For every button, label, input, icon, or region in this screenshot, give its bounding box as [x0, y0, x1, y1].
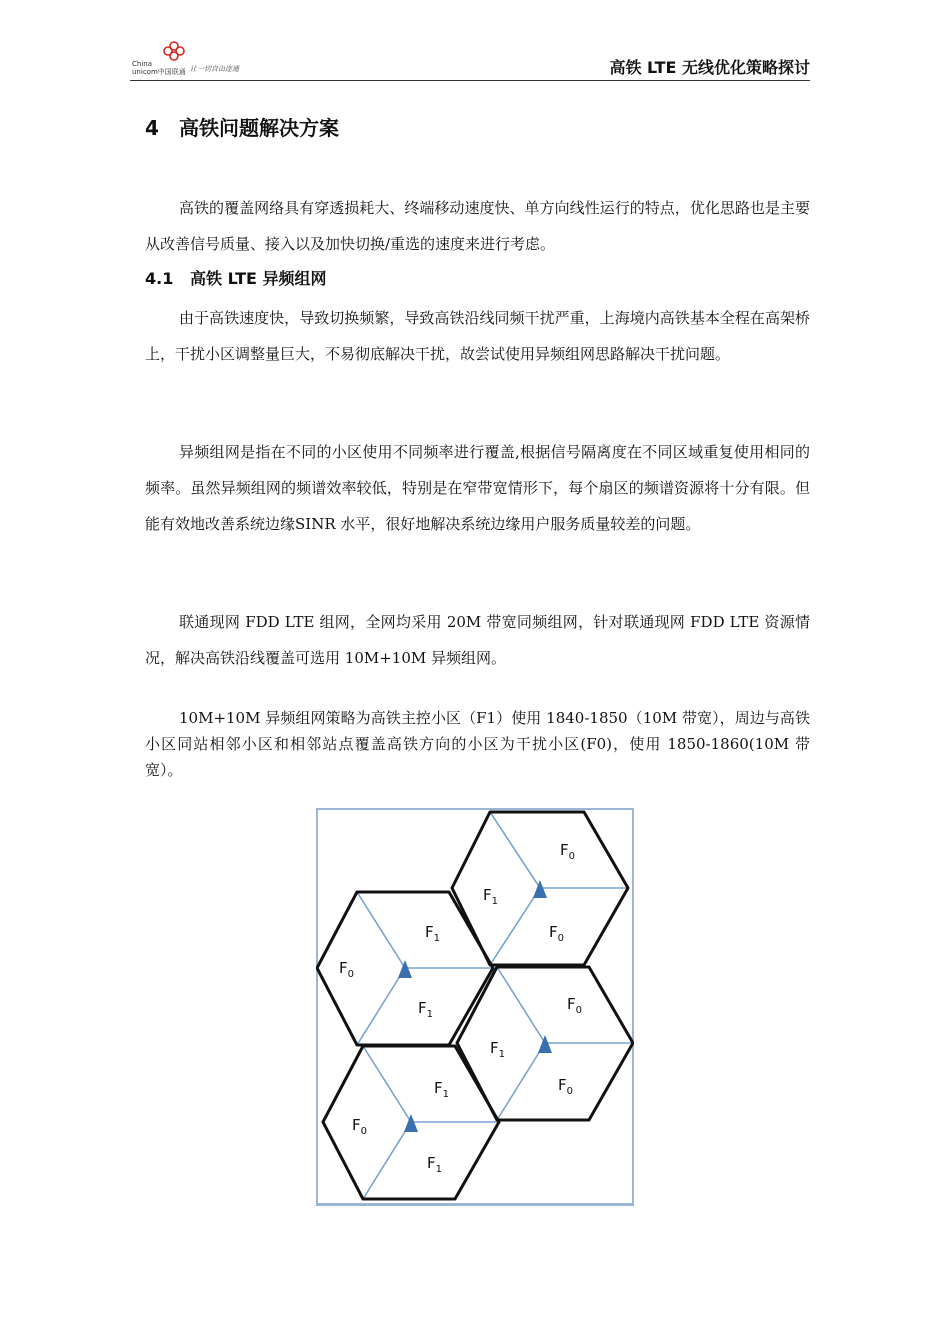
sector-line — [497, 967, 545, 1043]
sector-line — [363, 1046, 411, 1122]
sector-line — [357, 968, 405, 1045]
label-f0: $F_0$ — [549, 923, 565, 944]
base-station-icon — [404, 1114, 418, 1132]
label-f0: $F_0$ — [560, 841, 576, 862]
section-title: 高铁问题解决方案 — [179, 116, 339, 140]
section-heading — [145, 112, 339, 141]
label-f0: $F_0$ — [558, 1076, 574, 1097]
label-f1: $F_1$ — [427, 1154, 443, 1175]
subsection-number: 4.1 — [145, 269, 174, 288]
base-station-icon — [533, 880, 547, 898]
page-header — [130, 40, 810, 80]
label-f1: $F_1$ — [490, 1039, 506, 1060]
paragraph-2: 异频组网是指在不同的小区使用不同频率进行覆盖,根据信号隔离度在不同区域重复使用相同的频率。虽然异频组网的频谱效率较低，特别是在窄带宽情形下，每个扇区的频谱资源将十分有限。但能有效地改善系统边缘SINR 水平，很好地解决系统边缘用户服务质量较差的问题。 — [145, 443, 810, 533]
label-f1: $F_1$ — [418, 999, 434, 1020]
hex-cell-diagram — [316, 808, 634, 1206]
subsection-heading — [145, 266, 327, 289]
intro-paragraph: 高铁的覆盖网络具有穿透损耗大、终端移动速度快、单方向线性运行的特点，优化思路也是主要从改善信号质量、接入以及加快切换/重选的速度来进行考虑。 — [145, 199, 810, 253]
label-f1: $F_1$ — [434, 1079, 450, 1100]
subsection-title: 高铁 LTE 异频组网 — [190, 269, 327, 288]
base-station-icon — [398, 960, 412, 978]
sector-line — [357, 892, 405, 968]
logo-slogan: 让一切自由连通 — [190, 65, 239, 73]
paragraph-4: 10M+10M 异频组网策略为高铁主控小区（F1）使用 1840-1850（10M 带宽），周边与高铁小区同站相邻小区和相邻站点覆盖高铁方向的小区为干扰小区(F0)，使用 1850-1860(10M 带宽）。 — [145, 709, 810, 779]
base-station-icon — [538, 1035, 552, 1053]
label-f0: $F_0$ — [352, 1116, 368, 1137]
header-divider — [130, 80, 810, 81]
label-f1: $F_1$ — [483, 886, 499, 907]
sector-line — [490, 812, 540, 888]
hex-diagram-svg — [316, 808, 634, 1206]
section-number: 4 — [145, 116, 159, 140]
label-f0: $F_0$ — [339, 959, 355, 980]
hex-outlines — [317, 812, 633, 1199]
logo-brand-text: China unicom中国联通 — [132, 60, 186, 76]
label-f0: $F_0$ — [567, 995, 583, 1016]
sector-line — [363, 1122, 411, 1199]
sector-lines — [357, 812, 633, 1199]
china-unicom-logo — [130, 40, 270, 78]
document-title: 高铁 LTE 无线优化策略探讨 — [609, 58, 810, 77]
paragraph-1: 由于高铁速度快，导致切换频繁，导致高铁沿线同频干扰严重，上海境内高铁基本全程在高架桥上，干扰小区调整量巨大，不易彻底解决干扰，故尝试使用异频组网思路解决干扰问题。 — [145, 309, 810, 363]
paragraph-3: 联通现网 FDD LTE 组网，全网均采用 20M 带宽同频组网，针对联通现网 FDD LTE 资源情况，解决高铁沿线覆盖可选用 10M+10M 异频组网。 — [145, 613, 810, 667]
label-f1: $F_1$ — [425, 923, 441, 944]
